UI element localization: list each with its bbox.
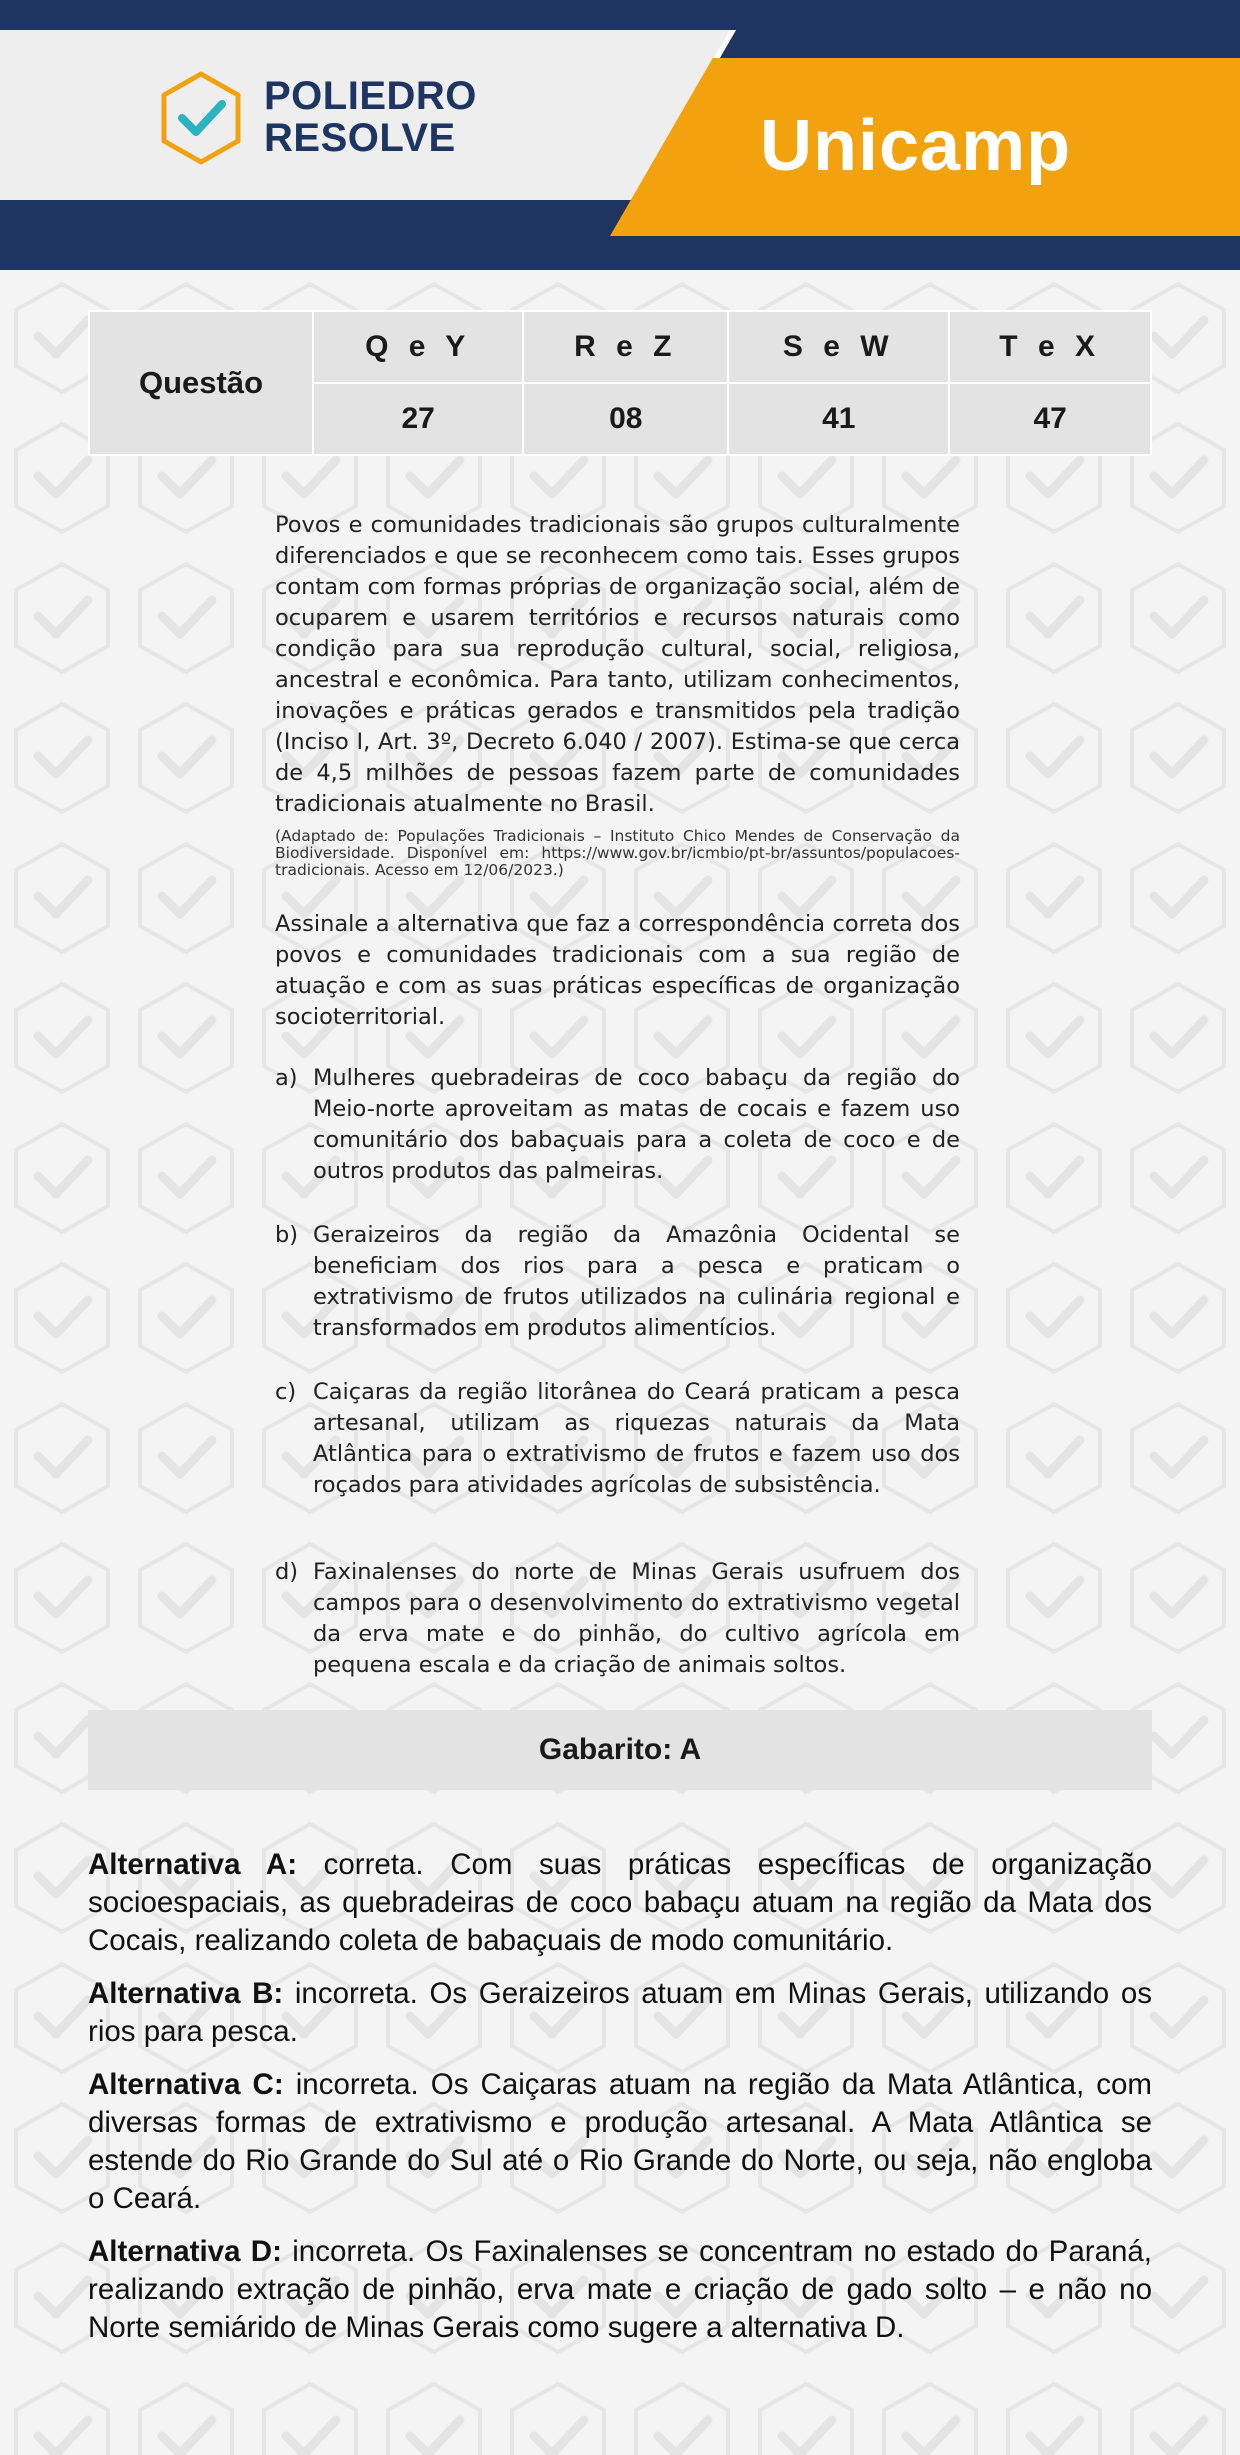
explanation-title: Alternativa D: [88, 2235, 282, 2268]
version-code: S e W [728, 311, 949, 383]
version-code: T e X [949, 311, 1151, 383]
option-letter: c) [275, 1379, 297, 1405]
options-list [275, 1063, 960, 1681]
question-number: 41 [728, 383, 949, 455]
poliedro-check-icon [158, 70, 244, 166]
version-code: R e Z [523, 311, 728, 383]
option-letter: a) [275, 1065, 298, 1091]
explanation-text: correta. Com suas práticas específicas de organização socioespaciais, as quebradeiras de coco babaçu atuam na região da Mata dos Cocais, realizando coleta de babaçuais de modo comunitário. [88, 1848, 1152, 1957]
option-text: Mulheres quebradeiras de coco babaçu da região do Meio-norte aproveitam as matas de cocais e fazem uso comunitário dos babaçuais para a coleta de coco e de outros produtos das palmeiras. [313, 1065, 960, 1184]
logo-text-resolve: RESOLVE [264, 116, 456, 160]
question-source: (Adaptado de: Populações Tradicionais – Instituto Chico Mendes de Conservação da Biodiversidade. Disponível em: https://www.gov.br/icmbio/pt-br/assuntos/populacoes-tradicionais. Acesso em 12/06/2023.) [275, 827, 960, 879]
question-number: 08 [523, 383, 728, 455]
question-text: Povos e comunidades tradicionais são grupos culturalmente diferenciados e que se reconhecem como tais. Esses grupos contam com formas próprias de organização social, além de ocuparem e usarem territórios e recursos naturais como condição para sua reprodução cultural, social, religiosa, ancestral e econômica. Para tanto, utilizam conhecimentos, inovações e práticas gerados e transmitidos pela tradição (Inciso I, Art. 3º, Decreto 6.040 / 2007). Estima-se que cerca de 4,5 milhões de pessoas fazem parte de comunidades tradicionais atualmente no Brasil. [275, 512, 960, 817]
explanation-title: Alternativa C: [88, 2068, 284, 2101]
answer-key-bar: Gabarito: A [88, 1710, 1152, 1790]
question-label: Questão [89, 311, 313, 455]
header-banner [0, 0, 1240, 270]
question-table [88, 310, 1152, 456]
option-d [275, 1557, 960, 1681]
question-body [275, 510, 960, 1714]
explanations [88, 1846, 1152, 2362]
question-number: 27 [313, 383, 523, 455]
explanation-d [88, 2233, 1152, 2347]
exam-title: Unicamp [760, 106, 1072, 186]
explanation-text: incorreta. Os Faxinalenses se concentram no estado do Paraná, realizando extração de pinhão, erva mate e criação de gado solto – e não no Norte semiárido de Minas Gerais como sugere a alternativa D. [88, 2235, 1152, 2344]
option-a [275, 1063, 960, 1187]
option-letter: b) [275, 1222, 299, 1248]
explanation-c [88, 2066, 1152, 2218]
option-letter: d) [275, 1559, 299, 1585]
option-text: Geraizeiros da região da Amazônia Ocidental se beneficiam dos rios para a pesca e praticam o extrativismo de frutos utilizados na culinária regional e transformados em produtos alimentícios. [313, 1222, 960, 1341]
explanation-text: incorreta. Os Geraizeiros atuam em Minas Gerais, utilizando os rios para pesca. [88, 1977, 1152, 2048]
explanation-text: incorreta. Os Caiçaras atuam na região da Mata Atlântica, com diversas formas de extrativismo e produção artesanal. A Mata Atlântica se estende do Rio Grande do Sul até o Rio Grande do Norte, ou seja, não engloba o Ceará. [88, 2068, 1152, 2215]
option-b [275, 1220, 960, 1344]
option-c [275, 1377, 960, 1501]
explanation-a [88, 1846, 1152, 1960]
explanation-title: Alternativa B: [88, 1977, 284, 2010]
option-text: Faxinalenses do norte de Minas Gerais usufruem dos campos para o desenvolvimento do extrativismo vegetal da erva mate e do pinhão, do cultivo agrícola em pequena escala e da criação de animais soltos. [313, 1559, 960, 1678]
explanation-b [88, 1975, 1152, 2051]
question-number: 47 [949, 383, 1151, 455]
question-prompt: Assinale a alternativa que faz a correspondência correta dos povos e comunidades tradicionais com a sua região de atuação e com as suas práticas específicas de organização socioterritorial. [275, 911, 960, 1030]
version-code: Q e Y [313, 311, 523, 383]
explanation-title: Alternativa A: [88, 1848, 298, 1881]
option-text: Caiçaras da região litorânea do Ceará praticam a pesca artesanal, utilizam as riquezas naturais da Mata Atlântica para o extrativismo de frutos e fazem uso dos roçados para atividades agrícolas de subsistência. [313, 1379, 960, 1498]
logo-text-poliedro: POLIEDRO [264, 74, 477, 118]
